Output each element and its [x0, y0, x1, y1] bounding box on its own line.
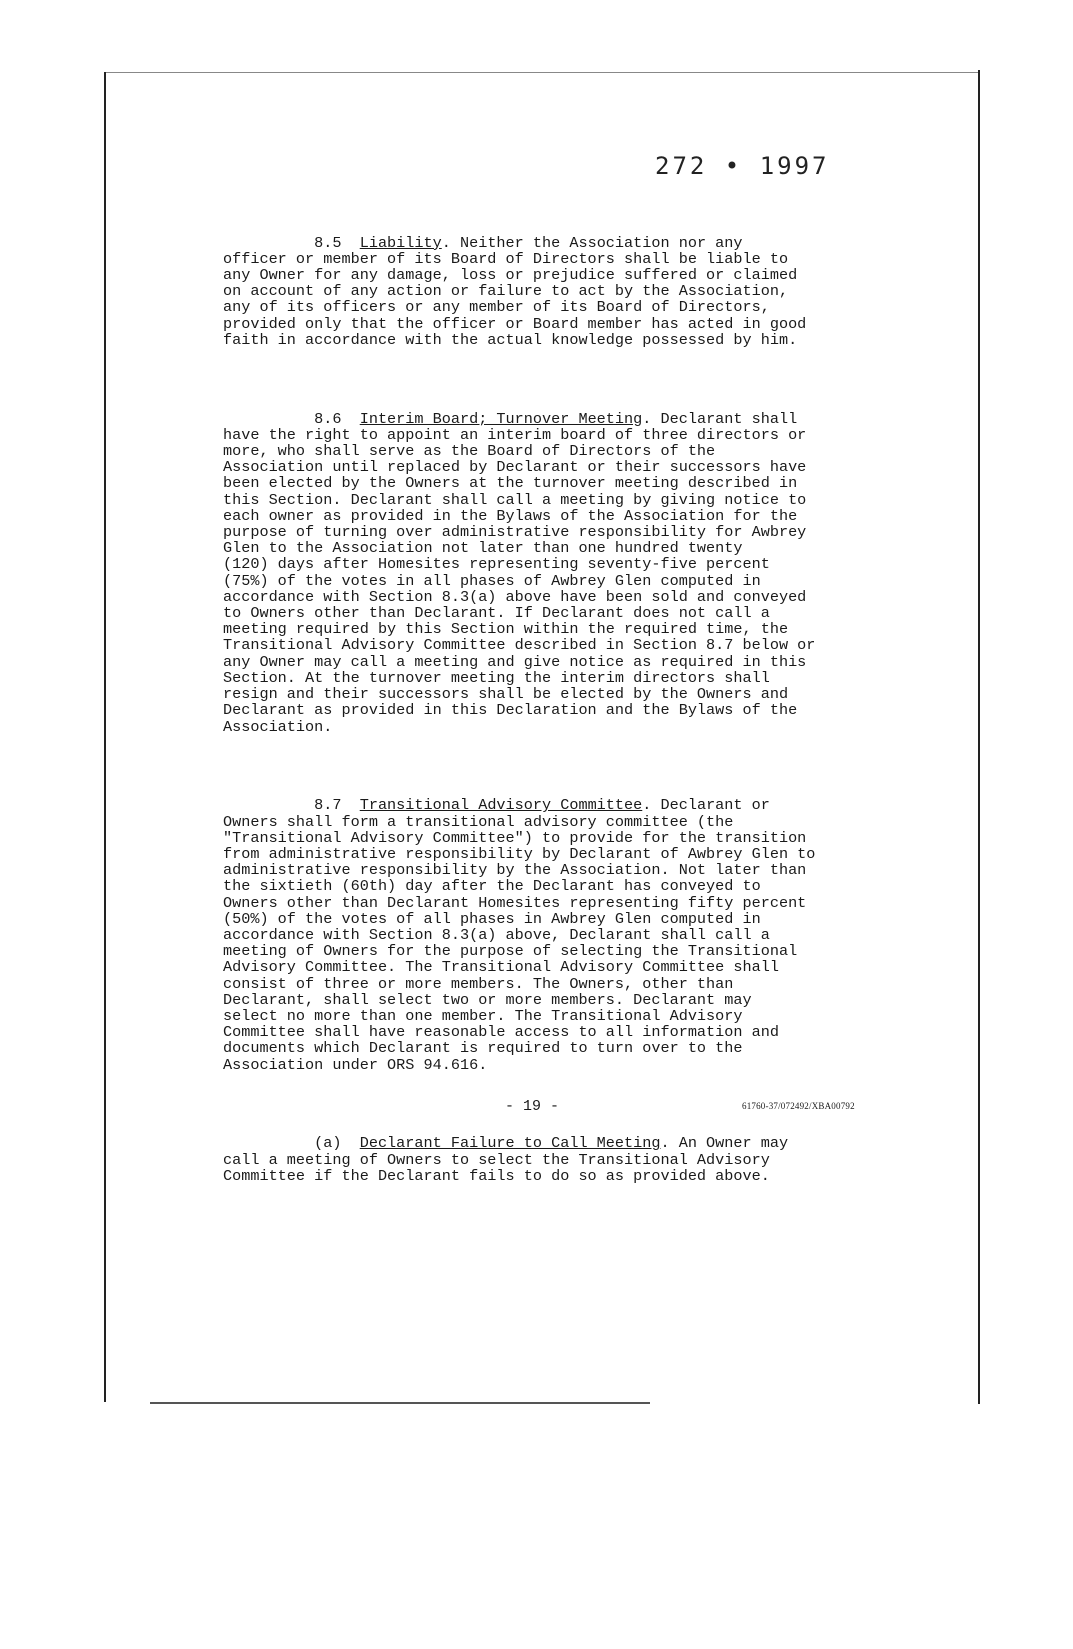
section-line: administrative responsibility by the Association. Not later than — [223, 861, 807, 880]
section-line: provided only that the officer or Board member has acted in good — [223, 314, 807, 333]
document-body — [223, 186, 863, 1230]
section-heading: Transitional Advisory Committee — [359, 796, 643, 815]
document-code: 61760-37/072492/XBA00792 — [742, 1101, 855, 1111]
page-number: - 19 - — [505, 1098, 560, 1115]
section-line: Glen to the Association not later than one hundred twenty — [223, 539, 743, 558]
section-number: (a) — [314, 1134, 342, 1153]
section-line: from administrative responsibility by Declarant of Awbrey Glen to — [223, 844, 816, 863]
section-line: . Declarant or — [642, 796, 770, 815]
scan-top-edge — [104, 72, 980, 73]
scan-right-edge — [978, 70, 980, 1404]
scan-left-edge — [104, 72, 106, 1402]
section-line: consist of three or more members. The Owners, other than — [223, 974, 734, 993]
section-line: any Owner for any damage, loss or prejudice suffered or claimed — [223, 266, 798, 285]
section-8-7-a — [223, 1135, 863, 1184]
section-line: meeting of Owners for the purpose of selecting the Transitional — [223, 942, 798, 961]
section-line: (50%) of the votes of all phases in Awbrey Glen computed in — [223, 909, 761, 928]
section-line: Section. At the turnover meeting the interim directors shall — [223, 668, 770, 687]
section-number: 8.6 — [314, 409, 342, 428]
section-line: . Neither the Association nor any — [441, 233, 743, 252]
section-line: Transitional Advisory Committee described in Section 8.7 below or — [223, 636, 816, 655]
section-line: Declarant as provided in this Declaration and the Bylaws of the — [223, 701, 798, 720]
section-line: Advisory Committee. The Transitional Advisory Committee shall — [223, 958, 779, 977]
section-line: Association until replaced by Declarant or their successors have — [223, 458, 807, 477]
section-line: Committee shall have reasonable access to all information and — [223, 1023, 779, 1042]
section-line: (120) days after Homesites representing seventy-five percent — [223, 555, 770, 574]
section-line: any Owner may call a meeting and give notice as required in this — [223, 652, 807, 671]
section-heading: Interim Board; Turnover Meeting — [359, 409, 643, 428]
section-line: accordance with Section 8.3(a) above have been sold and conveyed — [223, 587, 807, 606]
section-line: officer or member of its Board of Directors shall be liable to — [223, 249, 789, 268]
section-heading: Declarant Failure to Call Meeting — [359, 1134, 661, 1153]
section-8-7 — [223, 797, 863, 1072]
section-line: more, who shall serve as the Board of Directors of the — [223, 442, 716, 461]
recording-number: 272 • 1997 — [655, 152, 830, 180]
section-line: any of its officers or any member of its Board of Directors, — [223, 298, 770, 317]
section-line: Declarant, shall select two or more members. Declarant may — [223, 990, 752, 1009]
section-heading: Liability — [359, 233, 442, 252]
section-line: Owners other than Declarant Homesites representing fifty percent — [223, 893, 807, 912]
section-line: Owners shall form a transitional advisory committee (the — [223, 812, 734, 831]
section-number: 8.5 — [314, 233, 342, 252]
section-line: the sixtieth (60th) day after the Declarant has conveyed to — [223, 877, 761, 896]
section-line: this Section. Declarant shall call a meeting by giving notice to — [223, 490, 807, 509]
section-line: to Owners other than Declarant. If Declarant does not call a — [223, 604, 770, 623]
section-line: have the right to appoint an interim board of three directors or — [223, 425, 807, 444]
section-line: accordance with Section 8.3(a) above, Declarant shall call a — [223, 925, 770, 944]
section-line: "Transitional Advisory Committee") to provide for the transition — [223, 828, 807, 847]
section-line: (75%) of the votes in all phases of Awbrey Glen computed in — [223, 571, 761, 590]
section-line: select no more than one member. The Transitional Advisory — [223, 1006, 743, 1025]
section-line: on account of any action or failure to act by the Association, — [223, 282, 789, 301]
section-line: purpose of turning over administrative responsibility for Awbrey — [223, 523, 807, 542]
section-line: call a meeting of Owners to select the Transitional Advisory — [223, 1150, 770, 1169]
section-line: Association. — [223, 717, 333, 736]
section-line: documents which Declarant is required to turn over to the — [223, 1039, 743, 1058]
section-line: Committee if the Declarant fails to do so as provided above. — [223, 1166, 770, 1185]
section-line: meeting required by this Section within the required time, the — [223, 620, 789, 639]
section-8-6 — [223, 411, 863, 735]
section-line: faith in accordance with the actual knowledge possessed by him. — [223, 330, 798, 349]
section-line: . An Owner may — [660, 1134, 789, 1153]
section-line: Association under ORS 94.616. — [223, 1055, 488, 1074]
section-number: 8.7 — [314, 796, 342, 815]
section-8-5 — [223, 235, 863, 348]
section-line: each owner as provided in the Bylaws of the Association for the — [223, 506, 798, 525]
section-line: . Declarant shall — [642, 409, 798, 428]
section-line: resign and their successors shall be elected by the Owners and — [223, 685, 789, 704]
scan-bottom-edge — [150, 1402, 650, 1404]
section-line: been elected by the Owners at the turnover meeting described in — [223, 474, 798, 493]
